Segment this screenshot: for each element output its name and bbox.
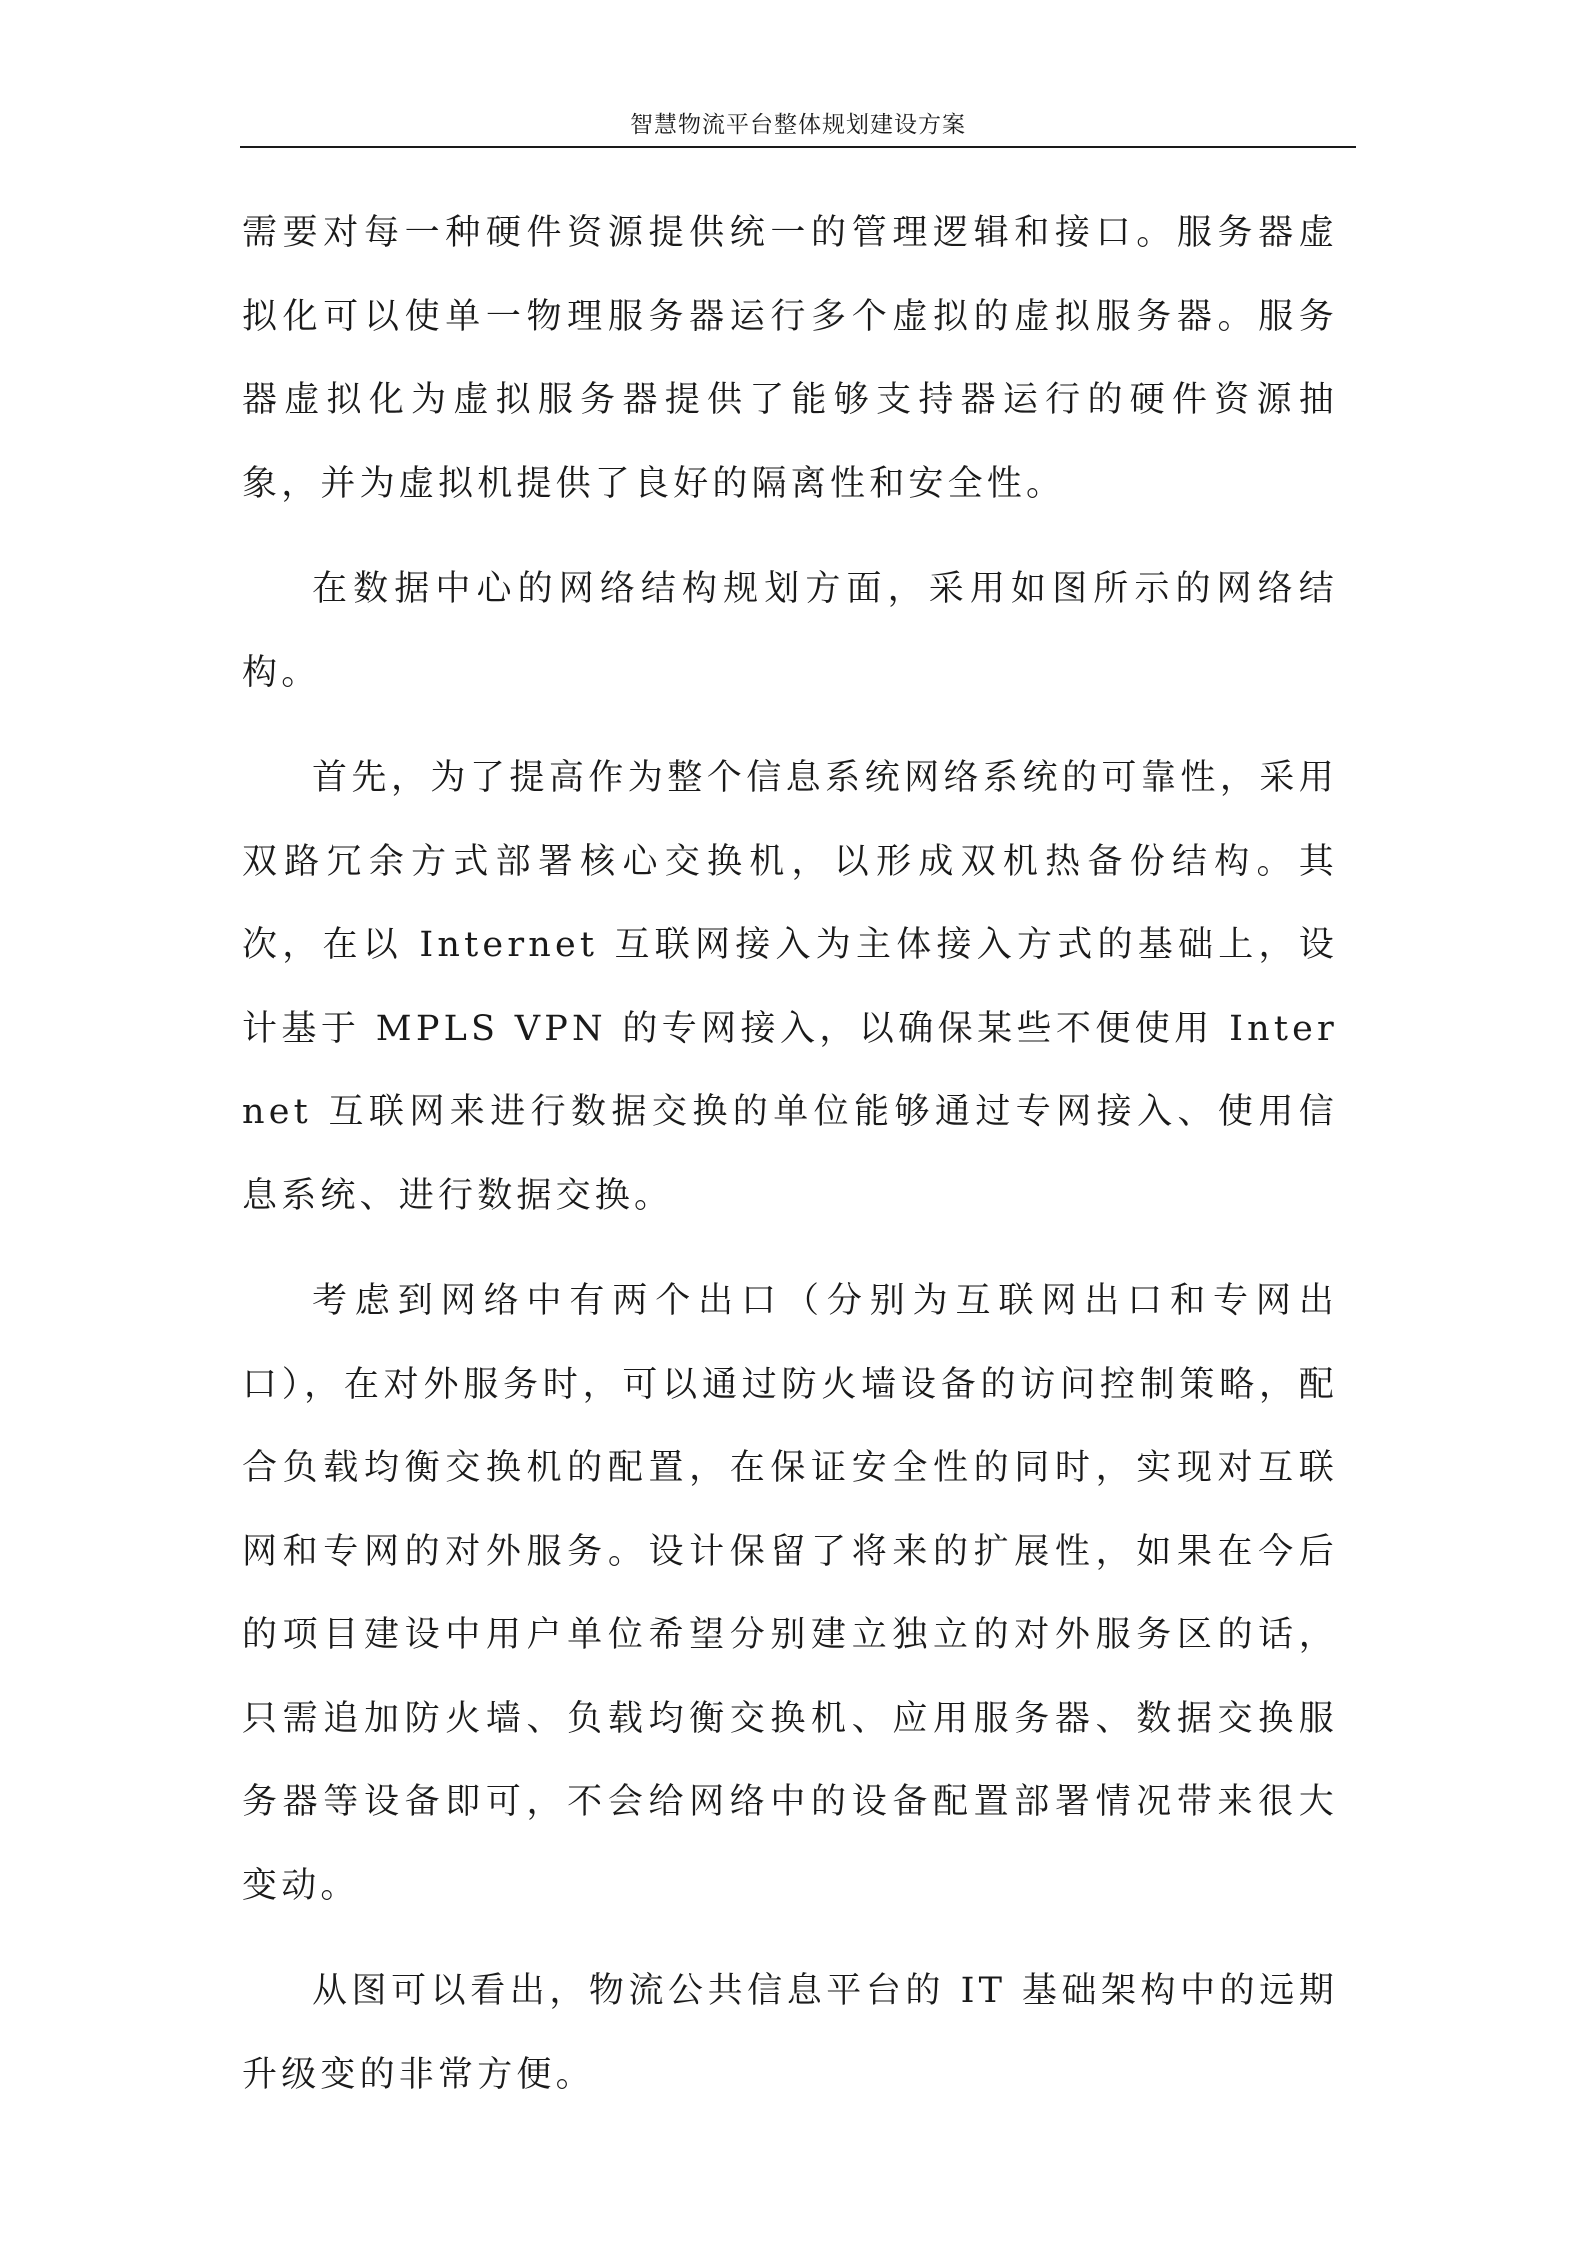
paragraph-server-virtualization: 需要对每一种硬件资源提供统一的管理逻辑和接口。服务器虚拟化可以使单一物理服务器运行多个虚拟的虚拟服务器。服务器虚拟化为虚拟服务器提供了能够支持器运行的硬件资源抽象，并为虚拟机提供了良好的隔离性和安全性。	[242, 213, 1338, 504]
paragraph-redundancy-mpls: 首先，为了提高作为整个信息系统网络系统的可靠性，采用双路冗余方式部署核心交换机，以形成双机热备份结构。其次，在以 Internet 互联网接入为主体接入方式的基础上，设计基于 MPLS VPN 的专网接入，以确保某些不便使用 Internet 互联网来进行数据交换的单位能够通过专网接入、使用信息系统、进行数据交换。	[242, 758, 1338, 1216]
document-body	[242, 192, 1338, 2139]
paragraph-network-structure: 在数据中心的网络结构规划方面，采用如图所示的网络结构。	[242, 569, 1338, 693]
page-header-title: 智慧物流平台整体规划建设方案	[630, 112, 966, 138]
paragraph-dual-exit-services: 考虑到网络中有两个出口（分别为互联网出口和专网出口），在对外服务时，可以通过防火墙设备的访问控制策略，配合负载均衡交换机的配置，在保证安全性的同时，实现对互联网和专网的对外服务。设计保留了将来的扩展性，如果在今后的项目建设中用户单位希望分别建立独立的对外服务区的话，只需追加防火墙、负载均衡交换机、应用服务器、数据交换服务器等设备即可，不会给网络中的设备配置部署情况带来很大变动。	[242, 1281, 1338, 1906]
header-divider	[240, 146, 1356, 148]
paragraph-upgrade-conclusion: 从图可以看出，物流公共信息平台的 IT 基础架构中的远期升级变的非常方便。	[242, 1971, 1338, 2095]
